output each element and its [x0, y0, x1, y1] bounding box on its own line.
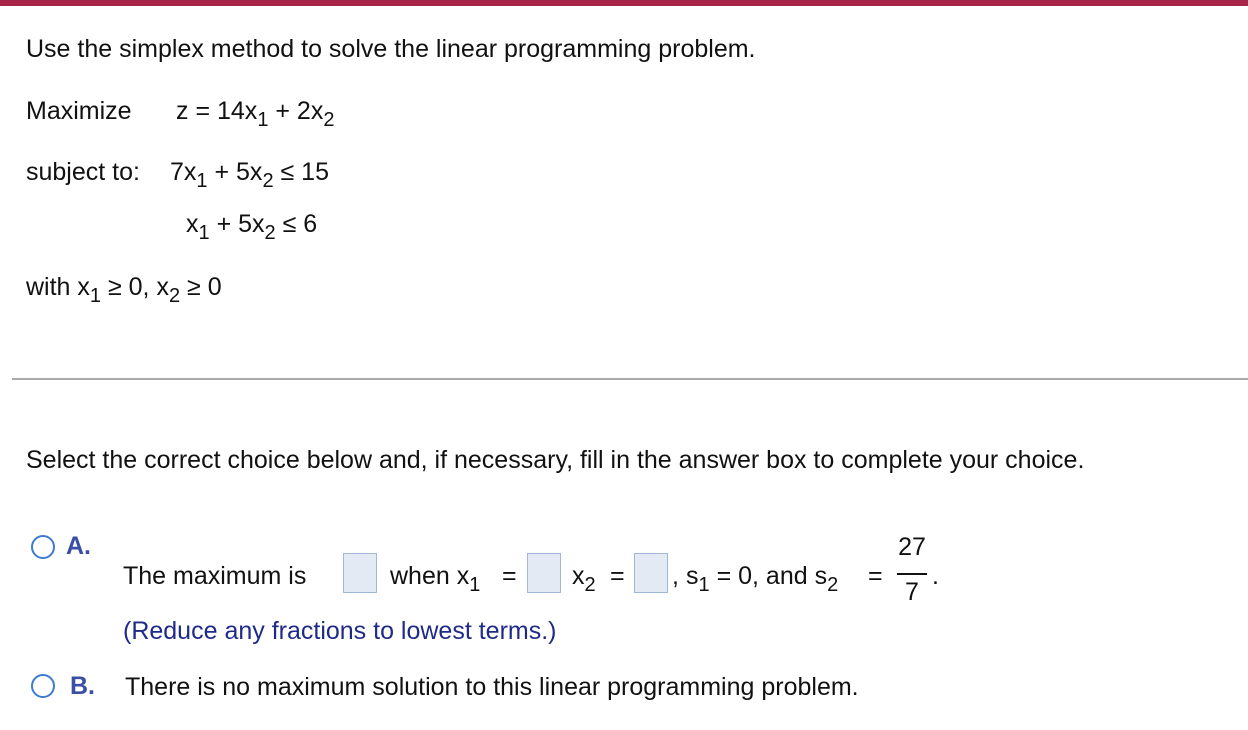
choice-a-radio[interactable]	[31, 535, 55, 559]
fraction-bar	[897, 573, 927, 575]
x2-answer-box[interactable]	[634, 553, 668, 593]
nonnegativity-constraint: with $x_1 \ge 0$, $x_2 \ge 0$	[26, 273, 222, 307]
top-accent-bar	[0, 0, 1248, 6]
s2-equals: =	[868, 562, 883, 590]
choice-b-letter: B.	[70, 672, 95, 700]
instruction-text: Use the simplex method to solve the linear programming problem.	[26, 35, 756, 63]
constraint-2: $x_1 + 5x_2 \le 6$	[186, 210, 318, 244]
subject-to-label: subject to:	[26, 158, 140, 186]
fraction-numerator: 27	[898, 533, 926, 561]
fraction-denominator: 7	[905, 578, 919, 606]
maximum-label: The maximum is	[123, 562, 307, 590]
section-divider	[12, 378, 1248, 380]
choice-a-letter: A.	[66, 532, 91, 560]
choice-b-radio[interactable]	[31, 674, 55, 698]
when-x1-label: when $x_1$	[390, 562, 481, 596]
objective-function: $z = 14x_1 + 2x_2$	[176, 97, 335, 131]
x1-answer-box[interactable]	[527, 553, 561, 593]
constraint-1: $7x_1 + 5x_2 \le 15$	[170, 158, 329, 192]
objective-label: Maximize	[26, 97, 132, 125]
comma: ,	[672, 562, 679, 590]
reduce-fractions-note: (Reduce any fractions to lowest terms.)	[123, 617, 557, 645]
choice-b-text: There is no maximum solution to this linear programming problem.	[125, 673, 859, 701]
period: .	[932, 562, 939, 590]
maximum-answer-box[interactable]	[343, 553, 377, 593]
answer-prompt: Select the correct choice below and, if necessary, fill in the answer box to complete your choice.	[26, 446, 1085, 474]
x2-label: $x_2$	[572, 562, 596, 596]
x2-equals: =	[610, 562, 625, 590]
slack-values-text: $s_1 = 0$, and $s_2$	[686, 562, 839, 596]
x1-equals: =	[502, 562, 517, 590]
